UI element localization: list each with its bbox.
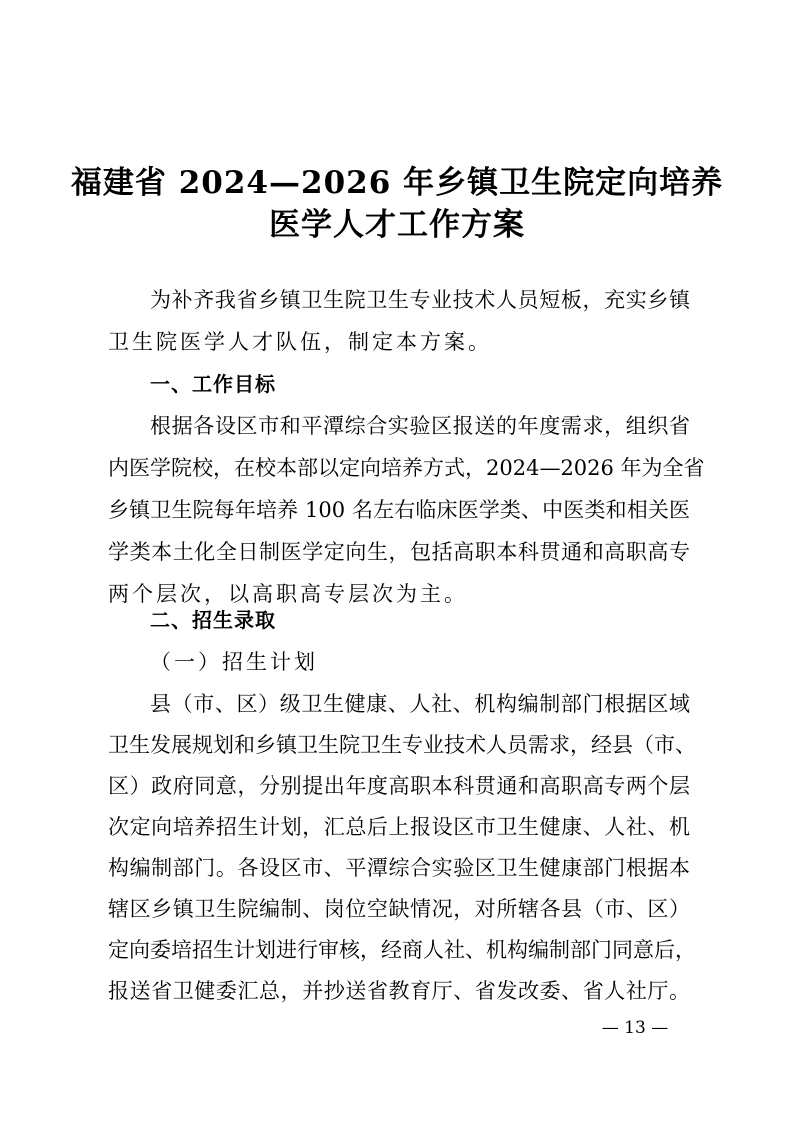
intro-line-1: 为补齐我省乡镇卫生院卫生专业技术人员短板，充实乡镇 bbox=[150, 288, 690, 312]
section-2-line-7: 定向委培招生计划进行审核，经商人社、机构编制部门同意后， bbox=[108, 938, 696, 962]
section-2-line-1: 县（市、区）级卫生健康、人社、机构编制部门根据区域 bbox=[150, 692, 690, 716]
section-2-line-3: 区）政府同意，分别提出年度高职本科贯通和高职高专两个层 bbox=[108, 774, 690, 798]
section-2-heading: 二、招生录取 bbox=[150, 608, 276, 632]
document-title-line-2: 医学人才工作方案 bbox=[269, 207, 525, 243]
section-2-line-8: 报送省卫健委汇总，并抄送省教育厅、省发改委、省人社厅。 bbox=[108, 979, 690, 1003]
section-2-subheading: （一）招生计划 bbox=[150, 650, 318, 674]
document-title-line-1: 福建省 2024—2026 年乡镇卫生院定向培养 bbox=[70, 165, 724, 201]
page-number: — 13 — bbox=[601, 1018, 669, 1038]
section-1-line-3: 乡镇卫生院每年培养 100 名左右临床医学类、中医类和相关医 bbox=[108, 498, 690, 522]
section-2-line-6: 辖区乡镇卫生院编制、岗位空缺情况，对所辖各县（市、区） bbox=[108, 897, 690, 921]
intro-line-2: 卫生院医学人才队伍，制定本方案。 bbox=[108, 330, 492, 354]
section-1-line-1: 根据各设区市和平潭综合实验区报送的年度需求，组织省 bbox=[150, 414, 690, 438]
section-1-line-2: 内医学院校，在校本部以定向培养方式，2024—2026 年为全省 bbox=[108, 456, 705, 480]
section-2-line-5: 构编制部门。各设区市、平潭综合实验区卫生健康部门根据本 bbox=[108, 856, 690, 880]
section-2-line-2: 卫生发展规划和乡镇卫生院卫生专业技术人员需求，经县（市、 bbox=[108, 733, 696, 757]
section-1-heading: 一、工作目标 bbox=[150, 372, 276, 396]
section-2-line-4: 次定向培养招生计划，汇总后上报设区市卫生健康、人社、机 bbox=[108, 815, 690, 839]
section-1-line-4: 学类本土化全日制医学定向生，包括高职本科贯通和高职高专 bbox=[108, 540, 690, 564]
section-1-line-5: 两个层次，以高职高专层次为主。 bbox=[108, 582, 468, 606]
